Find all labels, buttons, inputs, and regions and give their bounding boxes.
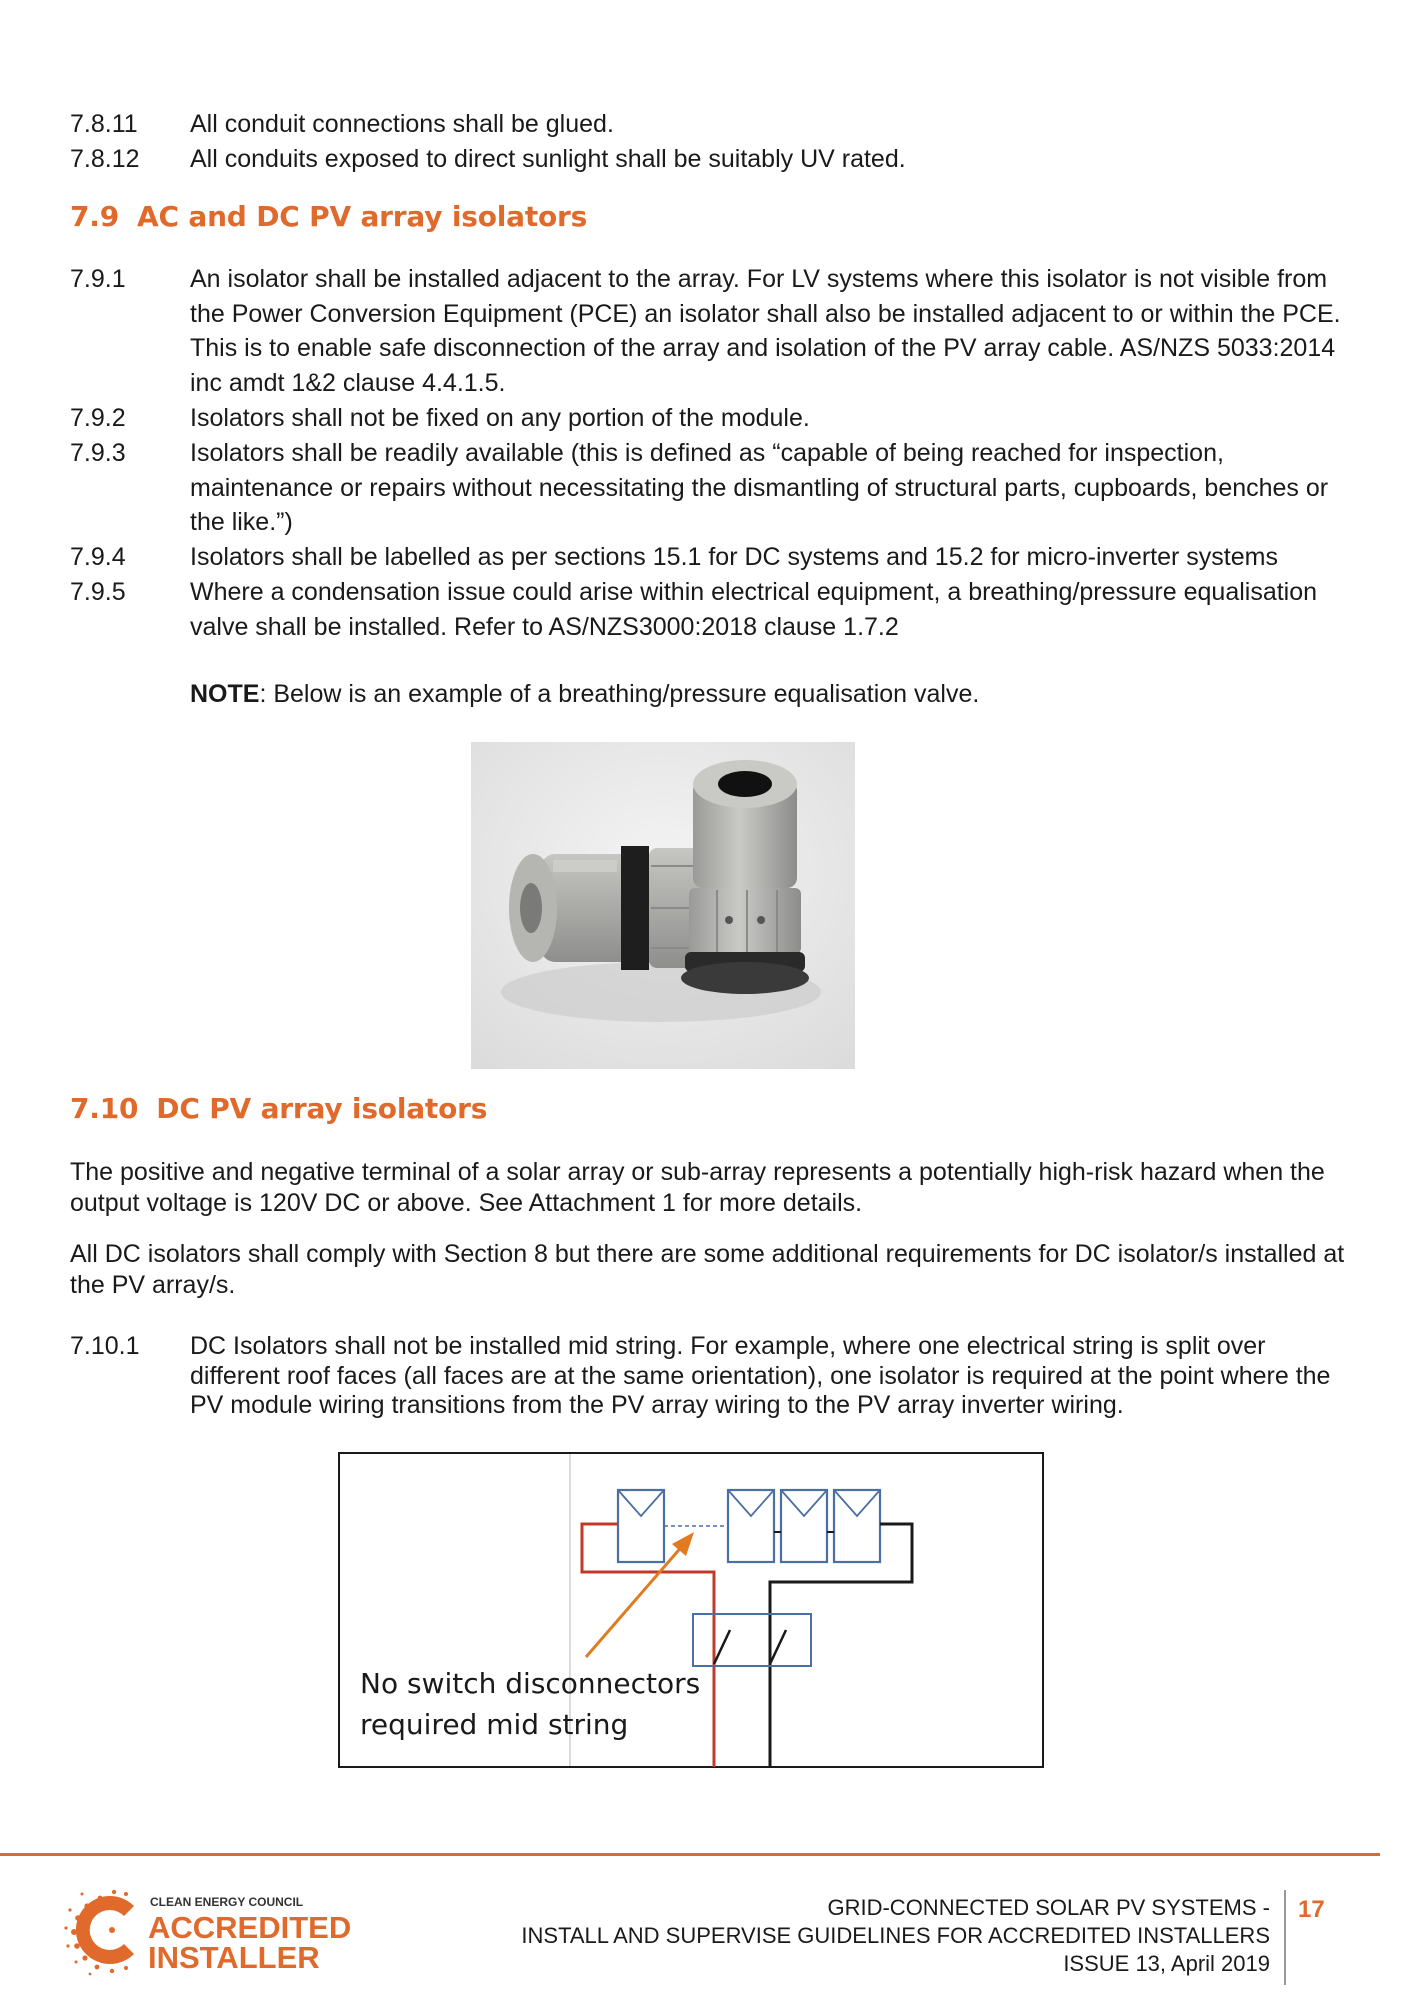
clause-number: 7.8.11 bbox=[70, 110, 138, 138]
breathing-valve-photo bbox=[471, 742, 855, 1069]
logo-accredited-text: ACCREDITED bbox=[148, 1910, 352, 1945]
section-heading-7-10 bbox=[70, 1092, 487, 1125]
paragraph-hazard: The positive and negative terminal of a solar array or sub-array represents a potentially high-risk hazard when the output voltage is 120V DC or above. See Attachment 1 for more details. bbox=[70, 1158, 1325, 1217]
mid-string-wiring-diagram bbox=[338, 1452, 1044, 1768]
clause-7-8-11 bbox=[70, 107, 1360, 142]
note-label: NOTE bbox=[190, 680, 260, 708]
clause-number: 7.10.1 bbox=[70, 1332, 140, 1360]
clause-7-9-4 bbox=[70, 540, 1360, 575]
clause-text: DC Isolators shall not be installed mid string. For example, where one electrical string is split over different roof faces (all faces are at the same orientation), one isolator is required at the point where the PV module wiring transitions from the PV array wiring to the PV array inverter wiring. bbox=[190, 1332, 1331, 1419]
pv-module bbox=[781, 1490, 827, 1562]
clause-number: 7.9.4 bbox=[70, 543, 126, 571]
footer-divider-line bbox=[0, 1853, 1380, 1856]
footer-document-title bbox=[521, 1894, 1270, 1978]
clause-7-8-12 bbox=[70, 142, 1360, 177]
clause-7-9-2 bbox=[70, 401, 1360, 436]
logo-installer-text: INSTALLER bbox=[148, 1940, 320, 1975]
note bbox=[190, 677, 979, 711]
pv-module bbox=[728, 1490, 774, 1562]
page-number: 17 bbox=[1298, 1896, 1325, 1923]
section-title: AC and DC PV array isolators bbox=[137, 200, 588, 233]
clause-7-10-1 bbox=[70, 1332, 1360, 1421]
footer-line-1: GRID-CONNECTED SOLAR PV SYSTEMS - bbox=[827, 1895, 1270, 1920]
diagram-label-line2: required mid string bbox=[360, 1708, 629, 1741]
note-text: : Below is an example of a breathing/pressure equalisation valve. bbox=[259, 680, 980, 708]
pv-module bbox=[618, 1490, 664, 1562]
footer-line-2: INSTALL AND SUPERVISE GUIDELINES FOR ACCREDITED INSTALLERS bbox=[521, 1923, 1270, 1948]
clause-7-9-5 bbox=[70, 575, 1360, 644]
clause-text: Isolators shall be readily available (this is defined as “capable of being reached for inspection, maintenance or repairs without necessitating the dismantling of structural parts, cupboards, benches or the like.”) bbox=[190, 439, 1329, 537]
clause-number: 7.9.2 bbox=[70, 404, 126, 432]
section-number: 7.10 bbox=[70, 1092, 139, 1125]
accredited-installer-logo bbox=[62, 1880, 402, 1980]
clause-text: All conduits exposed to direct sunlight shall be suitably UV rated. bbox=[190, 145, 906, 173]
clause-7-9-3 bbox=[70, 436, 1360, 540]
clause-number: 7.9.1 bbox=[70, 265, 126, 293]
clause-text: All conduit connections shall be glued. bbox=[190, 110, 614, 138]
section-title: DC PV array isolators bbox=[156, 1092, 488, 1125]
paragraph-compliance: All DC isolators shall comply with Section 8 but there are some additional requirements for DC isolator/s installed at the PV array/s. bbox=[70, 1240, 1345, 1299]
diagram-label-line1: No switch disconnectors bbox=[360, 1667, 701, 1700]
pv-module bbox=[834, 1490, 880, 1562]
section-heading-7-9 bbox=[70, 200, 587, 233]
clause-number: 7.9.5 bbox=[70, 578, 126, 606]
clause-text: An isolator shall be installed adjacent to the array. For LV systems where this isolator is not visible from the Power Conversion Equipment (PCE) an isolator shall also be installed adjacent to or within the PCE. This is to enable safe disconnection of the array and isolation of the PV array cable. AS/NZS 5033:2014 inc amdt 1&2 clause 4.4.1.5. bbox=[190, 265, 1341, 397]
logo-council-text: CLEAN ENERGY COUNCIL bbox=[150, 1895, 304, 1909]
clause-7-9-1 bbox=[70, 262, 1360, 400]
footer-vertical-divider bbox=[1284, 1890, 1286, 1985]
section-number: 7.9 bbox=[70, 200, 120, 233]
clause-number: 7.9.3 bbox=[70, 439, 126, 467]
footer-line-3: ISSUE 13, April 2019 bbox=[1063, 1951, 1270, 1976]
clause-text: Isolators shall be labelled as per sections 15.1 for DC systems and 15.2 for micro-inverter systems bbox=[190, 543, 1278, 571]
clause-text: Where a condensation issue could arise within electrical equipment, a breathing/pressure equalisation valve shall be installed. Refer to AS/NZS3000:2018 clause 1.7.2 bbox=[190, 578, 1318, 641]
clause-number: 7.8.12 bbox=[70, 145, 140, 173]
clause-text: Isolators shall not be fixed on any portion of the module. bbox=[190, 404, 810, 432]
